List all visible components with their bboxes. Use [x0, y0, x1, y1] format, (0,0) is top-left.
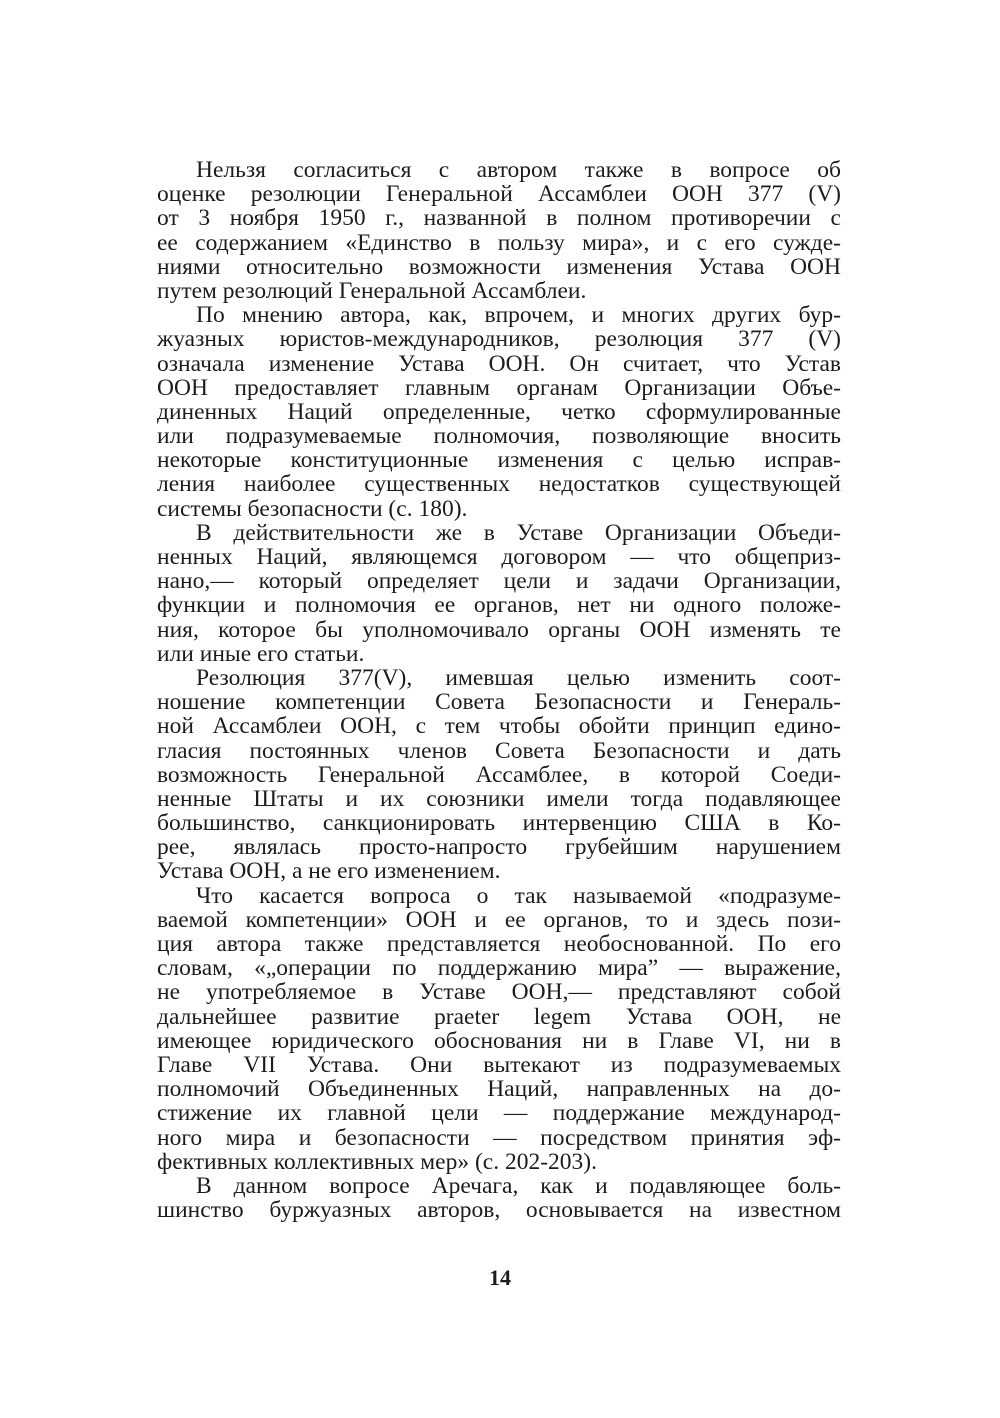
text-line: от 3 ноября 1950 г., названной в полном противоречии с	[157, 205, 841, 232]
text-line: имеющее юридического обоснования ни в Главе VI, ни в	[157, 1027, 841, 1054]
text-line: ния, которое бы уполномочивало органы ООН изменять те	[157, 616, 841, 643]
text-line: не употребляемое в Уставе ООН,— представляют собой	[157, 979, 841, 1006]
text-line: ношение компетенции Совета Безопасности и Генераль-	[157, 689, 841, 716]
text-line: путем резолюций Генеральной Ассамблеи.	[157, 277, 587, 304]
text-line: дальнейшее развитие praeter legem Устава ООН, не	[157, 1003, 841, 1030]
text-line: Устава ООН, а не его изменением.	[157, 858, 501, 885]
text-line: ного мира и безопасности — посредством принятия эф-	[157, 1124, 841, 1151]
text-line: ненных Наций, являющемся договором — что общеприз-	[157, 544, 841, 570]
text-line: рее, являлась просто-напросто грубейшим нарушением	[157, 834, 841, 861]
page-number: 14	[489, 1265, 511, 1290]
text-line: системы безопасности (с. 180).	[157, 495, 468, 522]
text-line: В данном вопросе Аречага, как и подавляющее боль-	[196, 1172, 841, 1199]
text-line: ция автора также представляется необоснованной. По его	[157, 931, 841, 957]
page-body	[157, 158, 841, 1222]
text-line: означала изменение Устава ООН. Он считает, что Устав	[157, 350, 841, 377]
text-line: шинство буржуазных авторов, основывается на известном	[157, 1197, 841, 1224]
text-line: жуазных юристов-международников, резолюция 377 (V)	[157, 326, 841, 353]
text-line: диненных Наций определенные, четко сформулированные	[157, 398, 841, 425]
paragraph-5	[157, 884, 841, 1174]
text-line: возможность Генеральной Ассамблее, в которой Соеди-	[157, 761, 841, 788]
paragraph-1	[157, 158, 841, 303]
text-line: некоторые конституционные изменения с целью исправ-	[157, 447, 841, 474]
paragraph-2	[157, 303, 841, 521]
text-line: оценке резолюции Генеральной Ассамблеи ООН 377 (V)	[157, 181, 841, 208]
text-line: По мнению автора, как, впрочем, и многих других бур-	[196, 302, 841, 329]
text-line: ной Ассамблеи ООН, с тем чтобы обойти принцип едино-	[157, 713, 841, 740]
text-line: Что касается вопроса о так называемой «подразуме-	[196, 882, 841, 909]
text-line: стижение их главной цели — поддержание международ-	[157, 1100, 841, 1127]
text-line: ООН предоставляет главным органам Организации Объе-	[157, 374, 841, 401]
text-line: Резолюция 377(V), имевшая целью изменить соот-	[196, 664, 841, 691]
text-line: нано,— который определяет цели и задачи Организации,	[157, 568, 841, 595]
paragraph-4	[157, 666, 841, 884]
text-line: фективных коллективных мер» (с. 202-203).	[157, 1148, 597, 1175]
text-line: большинство, санкционировать интервенцию США в Ко-	[157, 810, 841, 837]
text-line: Главе VII Устава. Они вытекают из подразумеваемых	[157, 1051, 841, 1078]
paragraph-3	[157, 521, 841, 666]
text-line: ненные Штаты и их союзники имели тогда подавляющее	[157, 785, 841, 812]
text-line: функции и полномочия ее органов, нет ни одного положе-	[157, 592, 841, 619]
text-line: или иные его статьи.	[157, 640, 365, 667]
paragraph-6	[157, 1174, 841, 1222]
text-line: ваемой компетенции» ООН и ее органов, то и здесь пози-	[157, 906, 841, 933]
text-line: ее содержанием «Единство в пользу мира», и с его сужде-	[157, 229, 841, 256]
text-line: ления наиболее существенных недостатков существующей	[157, 471, 841, 498]
text-line: полномочий Объединенных Наций, направленных на до-	[157, 1076, 841, 1103]
text-line: ниями относительно возможности изменения Устава ООН	[157, 253, 841, 280]
text-line: гласия постоянных членов Совета Безопасности и дать	[157, 737, 841, 764]
text-line: Нельзя согласиться с автором также в вопросе об	[196, 157, 841, 183]
text-line: В действительности же в Уставе Организации Объеди-	[196, 519, 841, 546]
text-line: или подразумеваемые полномочия, позволяющие вносить	[157, 423, 841, 450]
text-line: словам, «„операции по поддержанию мира” — выражение,	[157, 955, 841, 982]
